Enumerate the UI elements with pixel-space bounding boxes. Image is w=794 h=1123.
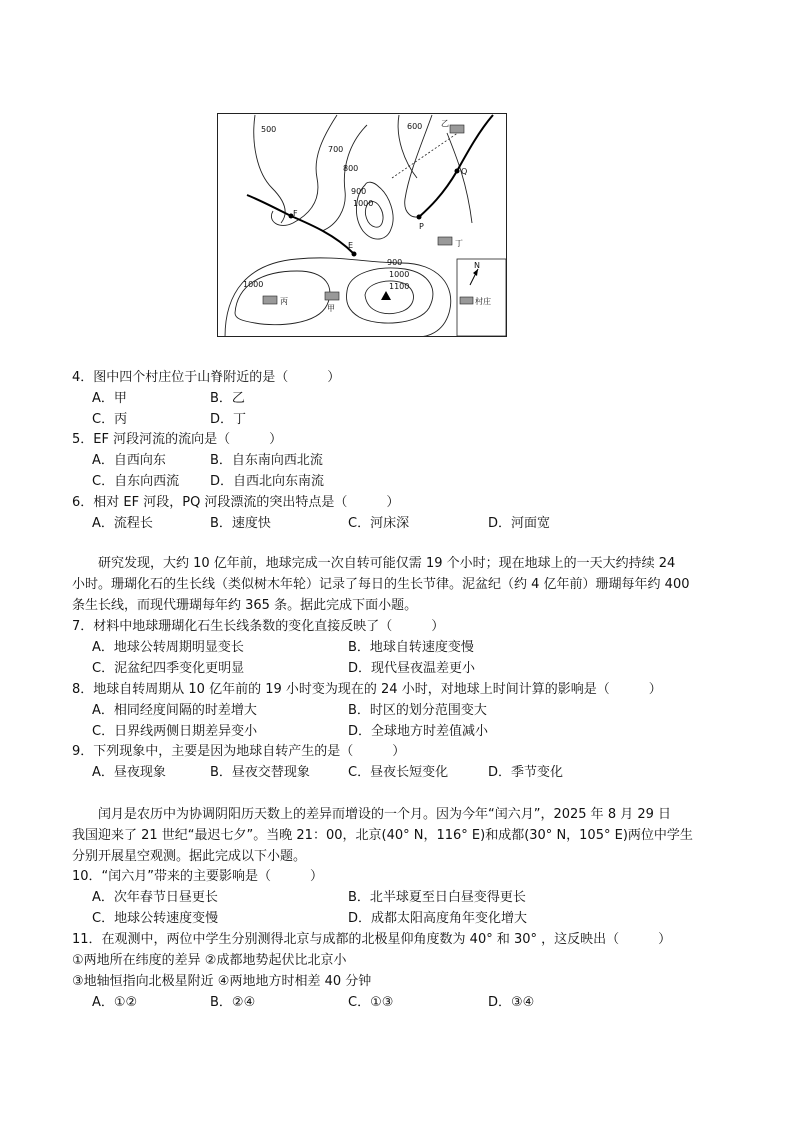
- q4-option-a[interactable]: A．甲: [92, 391, 127, 406]
- q8-stem: 8．地球自转周期从 10 亿年前的 19 小时变为现在的 24 小时，对地球上时间计算的影响是（ ）: [72, 682, 662, 697]
- label-legend-village: 村庄: [475, 297, 491, 306]
- q6-option-b[interactable]: B．速度快: [210, 516, 271, 531]
- q11-option-d[interactable]: D．③④: [488, 995, 535, 1010]
- q6-stem: 6．相对 EF 河段，PQ 河段漂流的突出特点是（ ）: [72, 495, 400, 510]
- village-ding-icon: [438, 237, 452, 245]
- label-contour-800: 800: [343, 164, 359, 173]
- label-point-p: P: [419, 222, 424, 231]
- point-q: [455, 169, 460, 174]
- label-village-bing: 丙: [280, 297, 288, 306]
- label-contour-1000: 1000: [353, 199, 374, 208]
- label-village-ding: 丁: [455, 239, 463, 248]
- label-contour-700: 700: [328, 145, 344, 154]
- q5-option-b[interactable]: B．自东南向西北流: [210, 453, 323, 468]
- q10-option-c[interactable]: C．地球公转速度变慢: [92, 911, 219, 926]
- q10-option-a[interactable]: A．次年春节日昼更长: [92, 890, 218, 905]
- q11-option-c[interactable]: C．①③: [348, 995, 394, 1010]
- village-yi-icon: [450, 125, 464, 133]
- q4-option-d[interactable]: D．丁: [210, 412, 247, 427]
- passage-1-line: 小时。珊瑚化石的生长线（类似树木年轮）记录了每日的生长节律。泥盆纪（约 4 亿年前）珊瑚每年约 400: [72, 577, 690, 592]
- q5-option-c[interactable]: C．自东向西流: [92, 474, 180, 489]
- legend-village-icon: [460, 297, 473, 304]
- label-contour-1000-right: 1000: [389, 270, 410, 279]
- q7-option-a[interactable]: A．地球公转周期明显变长: [92, 640, 244, 655]
- passage-1: [72, 553, 732, 616]
- passage-2-line: 我国迎来了 21 世纪“最迟七夕”。当晚 21：00，北京(40° N，116° E)和成都(30° N，105° E)两位中学生: [72, 828, 693, 843]
- q8-option-c[interactable]: C．日界线两侧日期差异变小: [92, 724, 258, 739]
- q7-option-c[interactable]: C．泥盆纪四季变化更明显: [92, 661, 245, 676]
- village-bing-icon: [263, 296, 277, 304]
- q9-option-b[interactable]: B．昼夜交替现象: [210, 765, 310, 780]
- q7-stem: 7．材料中地球珊瑚化石生长线条数的变化直接反映了（ ）: [72, 619, 445, 634]
- q5-option-a[interactable]: A．自西向东: [92, 453, 166, 468]
- q9-option-a[interactable]: A．昼夜现象: [92, 765, 166, 780]
- q8-option-b[interactable]: B．时区的划分范围变大: [348, 703, 487, 718]
- q4-option-b[interactable]: B．乙: [210, 391, 245, 406]
- q4-stem: 4．图中四个村庄位于山脊附近的是（ ）: [72, 370, 341, 385]
- label-point-e: E: [348, 241, 354, 250]
- label-contour-900: 900: [351, 187, 367, 196]
- label-contour-1000-left: 1000: [243, 280, 264, 289]
- q10-stem: 10．“闰六月”带来的主要影响是（ ）: [72, 869, 324, 884]
- passage-1-line: 研究发现，大约 10 亿年前，地球完成一次自转可能仅需 19 个小时；现在地球上的一天大约持续 24: [72, 556, 676, 571]
- q9-option-c[interactable]: C．昼夜长短变化: [348, 765, 449, 780]
- q5-option-d[interactable]: D．自西北向东南流: [210, 474, 325, 489]
- q4-option-c[interactable]: C．丙: [92, 412, 128, 427]
- label-north: N: [474, 261, 480, 270]
- label-village-jia: 甲: [327, 304, 335, 313]
- q9-option-d[interactable]: D．季节变化: [488, 765, 564, 780]
- label-contour-500: 500: [261, 125, 277, 134]
- q11-option-a[interactable]: A．①②: [92, 995, 138, 1010]
- q7-option-b[interactable]: B．地球自转速度变慢: [348, 640, 474, 655]
- point-p: [417, 215, 422, 220]
- q11-statement-1: ①两地所在纬度的差异 ②成都地势起伏比北京小: [72, 953, 347, 968]
- label-contour-1100: 1100: [389, 282, 410, 291]
- point-e: [352, 252, 357, 257]
- q8-option-a[interactable]: A．相同经度间隔的时差增大: [92, 703, 257, 718]
- village-jia-icon: [325, 292, 339, 300]
- passage-2: [72, 804, 732, 867]
- passage-2-line: 闰月是农历中为协调阴阳历天数上的差异而增设的一个月。因为今年“闰六月”，2025 年 8 月 29 日: [72, 807, 672, 822]
- contour-map: [217, 113, 507, 337]
- label-point-q: Q: [461, 167, 468, 176]
- q7-option-d[interactable]: D．现代昼夜温差更小: [348, 661, 476, 676]
- q6-option-d[interactable]: D．河面宽: [488, 516, 551, 531]
- q11-option-b[interactable]: B．②④: [210, 995, 256, 1010]
- q6-option-c[interactable]: C．河床深: [348, 516, 410, 531]
- q11-statement-2: ③地轴恒指向北极星附近 ④两地地方时相差 40 分钟: [72, 974, 372, 989]
- label-contour-900-lower: 900: [387, 258, 403, 267]
- label-point-f: F: [293, 209, 298, 218]
- q9-stem: 9．下列现象中，主要是因为地球自转产生的是（ ）: [72, 744, 406, 759]
- q5-stem: 5．EF 河段河流的流向是（ ）: [72, 432, 283, 447]
- passage-1-line: 条生长线，而现代珊瑚每年约 365 条。据此完成下面小题。: [72, 598, 418, 613]
- q10-option-b[interactable]: B．北半球夏至日白昼变得更长: [348, 890, 526, 905]
- label-village-yi: 乙: [441, 119, 449, 128]
- q11-stem: 11．在观测中，两位中学生分别测得北京与成都的北极星仰角度数为 40° 和 30° ，这反映出（ ）: [72, 932, 672, 947]
- q8-option-d[interactable]: D．全球地方时差值减小: [348, 724, 489, 739]
- q10-option-d[interactable]: D．成都太阳高度角年变化增大: [348, 911, 528, 926]
- q6-option-a[interactable]: A．流程长: [92, 516, 153, 531]
- passage-2-line: 分别开展星空观测。据此完成以下小题。: [72, 849, 307, 864]
- label-contour-600: 600: [407, 122, 423, 131]
